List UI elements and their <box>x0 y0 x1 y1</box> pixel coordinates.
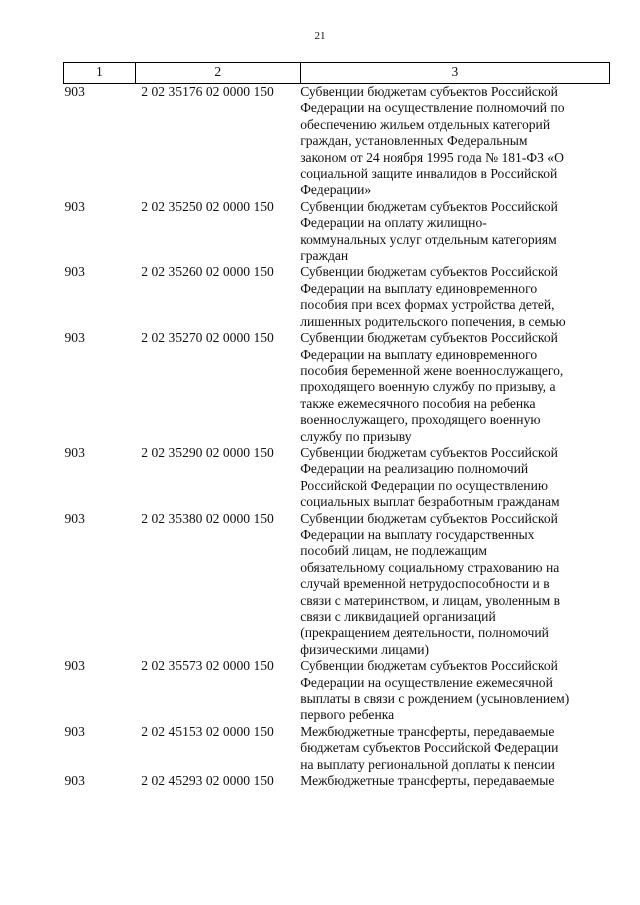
budget-classification-code: 2 02 35260 02 0000 150 <box>141 264 274 280</box>
description-line: Федерации» <box>300 182 372 198</box>
budget-code-cell <box>135 724 300 773</box>
admin-code: 903 <box>64 658 85 674</box>
column-header-2: 2 <box>135 63 300 84</box>
description-line: Федерации на выплату государственных <box>300 526 535 542</box>
admin-code-cell <box>64 264 136 330</box>
table-row <box>64 724 610 773</box>
budget-classification-code: 2 02 45293 02 0000 150 <box>141 773 274 789</box>
description-line: пособия при всех формах устройства детей, <box>300 297 555 313</box>
description-line: Российской Федерации по осуществлению <box>300 477 549 493</box>
description-cell <box>300 773 609 789</box>
admin-code-cell <box>64 199 136 265</box>
column-header-3: 3 <box>300 63 609 84</box>
revenue-codes-table <box>63 62 610 789</box>
budget-code-cell <box>135 511 300 659</box>
budget-classification-code: 2 02 35380 02 0000 150 <box>141 510 274 526</box>
description-line: пособия беременной жене военнослужащего, <box>300 362 564 378</box>
description-cell <box>300 84 609 199</box>
description-line: Субвенции бюджетам субъектов Российской <box>300 330 558 346</box>
table-row <box>64 773 610 789</box>
description-line: граждан, установленных Федеральным <box>300 133 528 149</box>
description-line: (прекращением деятельности, полномочий <box>300 625 549 641</box>
table-row <box>64 264 610 330</box>
description-line: военнослужащего, проходящего военную <box>300 412 541 428</box>
description-line: социальных выплат безработным гражданам <box>300 494 560 510</box>
admin-code: 903 <box>64 723 85 739</box>
budget-code-cell <box>135 445 300 511</box>
admin-code-cell <box>64 445 136 511</box>
description-line: коммунальных услуг отдельным категориям <box>300 231 557 247</box>
description-line: бюджетам субъектов Российской Федерации <box>300 740 559 756</box>
budget-classification-code: 2 02 35290 02 0000 150 <box>141 444 274 460</box>
description-line: пособий лицам, не подлежащим <box>300 543 487 559</box>
admin-code: 903 <box>64 444 85 460</box>
description-line: Федерации на осуществление полномочий по <box>300 100 565 116</box>
description-cell <box>300 724 609 773</box>
admin-code-cell <box>64 511 136 659</box>
description-line: также ежемесячного пособия на ребенка <box>300 395 536 411</box>
admin-code-cell <box>64 658 136 724</box>
description-line: выплаты в связи с рождением (усыновлением) <box>300 691 570 707</box>
admin-code: 903 <box>64 330 85 346</box>
description-line: связи с ликвидацией организаций <box>300 609 496 624</box>
description-line: физическими лицами) <box>300 641 430 657</box>
description-cell <box>300 445 609 511</box>
description-line: первого ребенка <box>300 707 395 723</box>
table-row <box>64 511 610 659</box>
table-header-row <box>64 63 610 84</box>
description-cell <box>300 264 609 330</box>
description-line: Субвенции бюджетам субъектов Российской <box>300 510 558 526</box>
description-line: Субвенции бюджетам субъектов Российской <box>300 84 558 99</box>
description-line: лишенных родительского попечения, в семью <box>300 313 566 329</box>
admin-code-cell <box>64 724 136 773</box>
description-line: Межбюджетные трансферты, передаваемые <box>300 773 555 789</box>
admin-code: 903 <box>64 84 85 99</box>
admin-code: 903 <box>64 510 85 526</box>
budget-classification-code: 2 02 35176 02 0000 150 <box>141 84 274 99</box>
admin-code-cell <box>64 330 136 445</box>
budget-code-cell <box>135 330 300 445</box>
description-cell <box>300 511 609 659</box>
description-line: проходящего военную службу по призыву, а <box>300 379 556 395</box>
admin-code-cell <box>64 773 136 789</box>
description-line: Субвенции бюджетам субъектов Российской <box>300 264 558 280</box>
description-line: обязательному социальному страхованию на <box>300 559 560 575</box>
description-line: случай временной нетрудоспособности и в <box>300 576 550 592</box>
budget-code-cell <box>135 264 300 330</box>
description-line: граждан <box>300 248 349 264</box>
column-header-1: 1 <box>64 63 136 84</box>
description-cell <box>300 330 609 445</box>
description-line: службу по призыву <box>300 428 412 444</box>
admin-code: 903 <box>64 198 85 214</box>
description-line: Федерации на выплату единовременного <box>300 346 538 362</box>
admin-code: 903 <box>64 773 85 789</box>
admin-code-cell <box>64 84 136 199</box>
table-row <box>64 330 610 445</box>
description-line: законом от 24 ноября 1995 года № 181-ФЗ «О <box>300 149 564 165</box>
description-line: Федерации на осуществление ежемесячной <box>300 674 553 690</box>
description-cell <box>300 658 609 724</box>
description-line: обеспечению жильем отдельных категорий <box>300 116 551 132</box>
description-line: Межбюджетные трансферты, передаваемые <box>300 723 555 739</box>
budget-classification-code: 2 02 35573 02 0000 150 <box>141 658 274 674</box>
description-line: связи с материнством, и лицам, уволенным в <box>300 592 561 608</box>
description-line: Субвенции бюджетам субъектов Российской <box>300 198 558 214</box>
admin-code: 903 <box>64 264 85 280</box>
budget-code-cell <box>135 773 300 789</box>
budget-classification-code: 2 02 35270 02 0000 150 <box>141 330 274 346</box>
budget-code-cell <box>135 84 300 199</box>
budget-classification-code: 2 02 45153 02 0000 150 <box>141 723 274 739</box>
budget-code-cell <box>135 658 300 724</box>
description-line: социальной защите инвалидов в Российской <box>300 166 558 182</box>
description-line: на выплату региональной доплаты к пенсии <box>300 756 555 772</box>
description-line: Федерации на реализацию полномочий <box>300 461 529 477</box>
description-line: Федерации на выплату единовременного <box>300 280 538 296</box>
description-line: Субвенции бюджетам субъектов Российской <box>300 658 558 674</box>
table-row <box>64 84 610 199</box>
table-row <box>64 445 610 511</box>
description-cell <box>300 199 609 265</box>
description-line: Федерации на оплату жилищно- <box>300 215 487 231</box>
page-number: 21 <box>314 30 326 42</box>
table-body <box>64 84 610 790</box>
table-row <box>64 199 610 265</box>
description-line: Субвенции бюджетам субъектов Российской <box>300 444 558 460</box>
budget-code-cell <box>135 199 300 265</box>
table-row <box>64 658 610 724</box>
budget-classification-code: 2 02 35250 02 0000 150 <box>141 198 274 214</box>
